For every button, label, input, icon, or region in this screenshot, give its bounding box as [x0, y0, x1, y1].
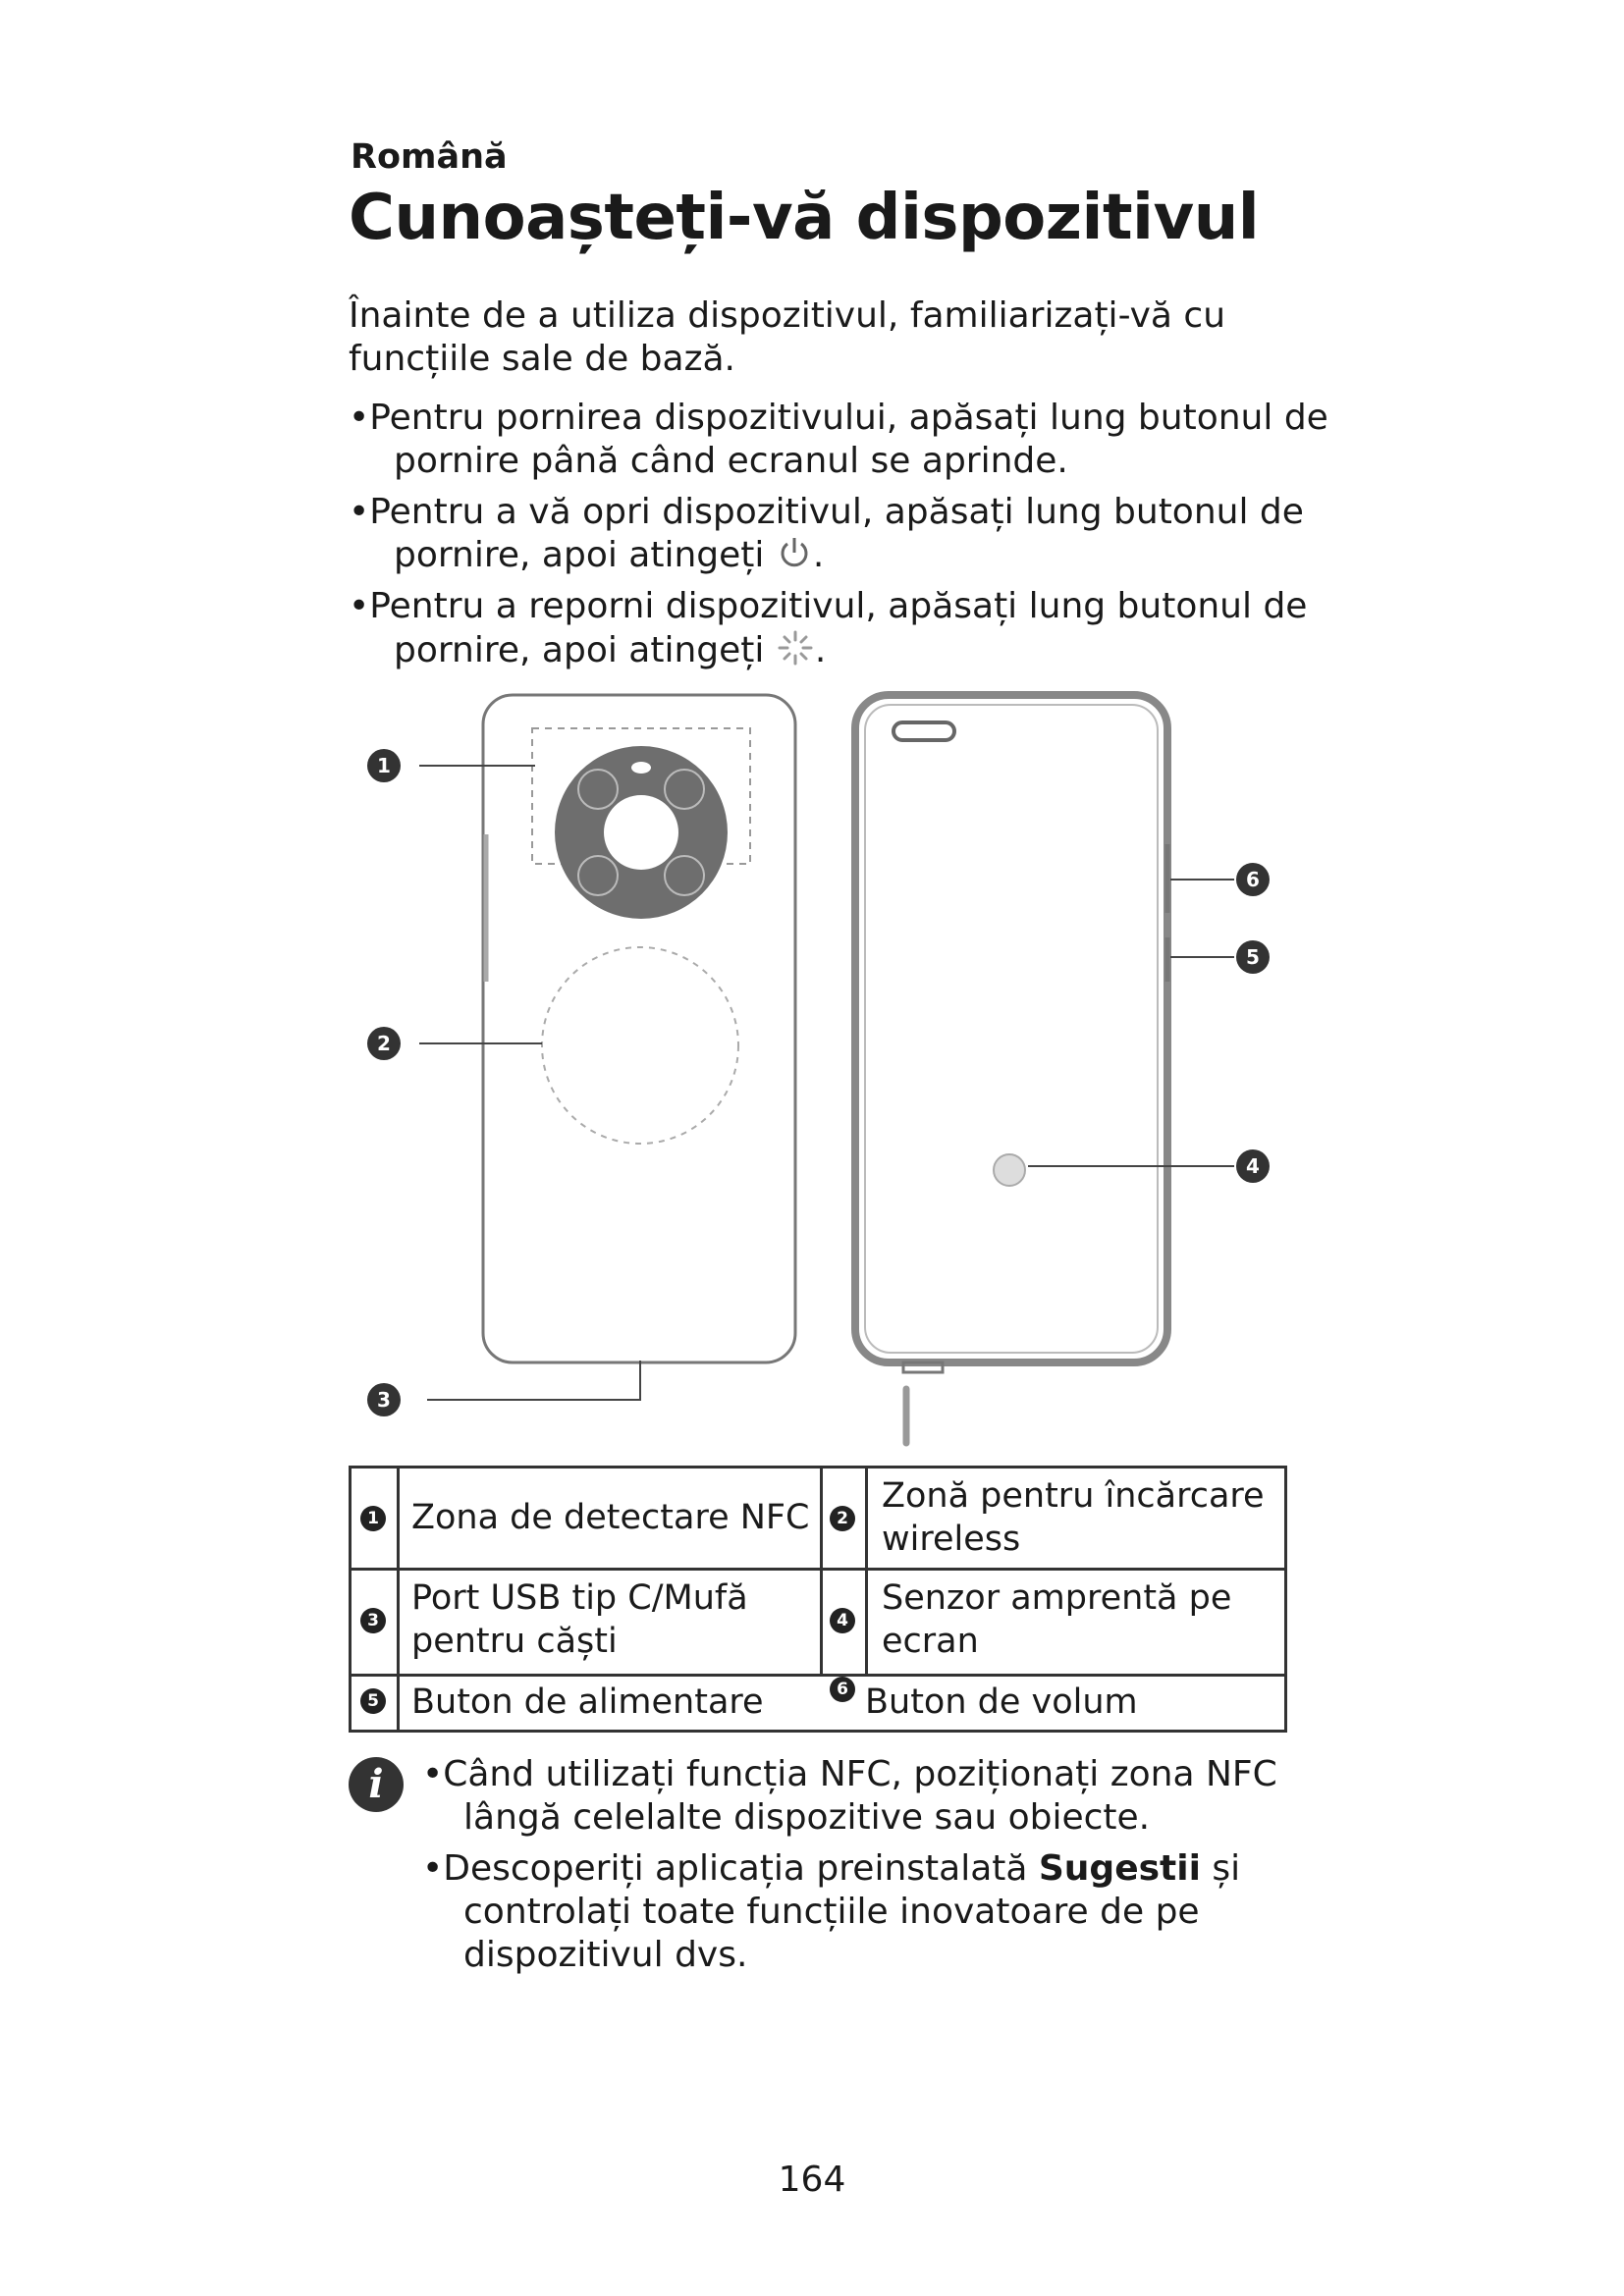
- legend-label-line: Port USB tip C/Mufă: [411, 1578, 748, 1618]
- svg-text:5: 5: [1246, 945, 1260, 969]
- callout-badge-1: [367, 749, 401, 782]
- bullet-text: pornire, apoi atingeți: [394, 630, 765, 670]
- page-title: Cunoașteți-vă dispozitivul: [349, 182, 1260, 254]
- info-icon: i: [349, 1757, 404, 1812]
- legend-label-line: Senzor amprentă pe: [882, 1578, 1232, 1618]
- table-divider: [397, 1468, 400, 1730]
- intro-paragraph: [349, 294, 1330, 381]
- note-text: lângă celelalte dispozitive sau obiecte.: [463, 1797, 1151, 1838]
- page-number: 164: [778, 2160, 846, 2200]
- table-divider: [865, 1468, 868, 1674]
- bullet-cont: [349, 534, 1330, 583]
- bullet-power-off: [349, 491, 1330, 583]
- legend-number: 5: [360, 1688, 386, 1714]
- bullet-text: •Pentru a reporni dispozitivul, apăsați lung butonul de: [349, 586, 1308, 626]
- device-illustration: [349, 687, 1291, 1453]
- bullet-restart: [349, 585, 1330, 678]
- suggestions-app-name: Sugestii: [1038, 1848, 1201, 1889]
- legend-label: Buton de alimentare: [411, 1682, 764, 1722]
- legend-label-line: pentru căști: [411, 1622, 618, 1661]
- svg-text:1: 1: [377, 754, 391, 777]
- camera-flash: [631, 762, 651, 774]
- legend-number: 3: [360, 1608, 386, 1633]
- svg-text:2: 2: [377, 1032, 391, 1055]
- legend-label: [882, 1474, 1265, 1561]
- callout-badge-6: [1236, 863, 1270, 896]
- note-text: controlați toate funcțiile inovatoare de pe: [463, 1892, 1200, 1932]
- legend-number: 6: [830, 1677, 855, 1702]
- callout-badge-5: [1236, 940, 1270, 974]
- legend-number: 4: [830, 1608, 855, 1633]
- table-divider: [352, 1568, 1284, 1571]
- callout-badge-2: [367, 1027, 401, 1060]
- usb-port-line: [427, 1361, 640, 1400]
- note-item-nfc: [422, 1753, 1306, 1840]
- note-text: dispozitivul dvs.: [463, 1935, 748, 1975]
- legend-table: [349, 1466, 1287, 1733]
- power-icon: [776, 535, 813, 583]
- bullet-text: pornire până când ecranul se aprinde.: [394, 441, 1068, 481]
- restart-icon: [776, 628, 815, 678]
- sim-tray: [903, 1362, 943, 1372]
- svg-text:4: 4: [1246, 1154, 1260, 1178]
- legend-label-line: ecran: [882, 1622, 979, 1661]
- legend-label: [882, 1576, 1231, 1663]
- table-divider: [820, 1468, 823, 1674]
- legend-number: 2: [830, 1506, 855, 1531]
- bullet-text: •Pentru pornirea dispozitivului, apăsați lung butonul de: [349, 398, 1328, 438]
- intro-line: Înainte de a utiliza dispozitivul, familiarizați-vă cu: [349, 295, 1226, 336]
- note-item-suggestions: [422, 1847, 1306, 1977]
- bullet-cont: [349, 628, 1330, 678]
- front-camera: [893, 722, 954, 740]
- language-label: Română: [351, 137, 508, 177]
- callout-badge-4: [1236, 1149, 1270, 1183]
- bullet-suffix: .: [814, 630, 827, 670]
- svg-text:6: 6: [1246, 868, 1260, 891]
- legend-label: Zona de detectare NFC: [411, 1498, 810, 1537]
- note-text-suffix: și: [1200, 1848, 1241, 1889]
- note-text: •Când utilizați funcția NFC, poziționați zona NFC: [422, 1754, 1277, 1794]
- camera-center: [604, 795, 678, 870]
- callout-badge-3: [367, 1383, 401, 1416]
- svg-text:3: 3: [377, 1388, 391, 1412]
- legend-label-line: wireless: [882, 1520, 1021, 1559]
- phone-front: [855, 695, 1167, 1362]
- legend-label: [411, 1576, 748, 1663]
- bullet-text: •Pentru a vă opri dispozitivul, apăsați lung butonul de: [349, 492, 1304, 532]
- legend-label-line: Zonă pentru încărcare: [882, 1476, 1265, 1516]
- legend-number: 1: [360, 1506, 386, 1531]
- bullet-text: pornire, apoi atingeți: [394, 535, 765, 575]
- intro-line: funcțiile sale de bază.: [349, 339, 735, 379]
- bullet-power-on: [349, 397, 1330, 483]
- note-text: [422, 1848, 1240, 1889]
- bullet-suffix: .: [812, 535, 825, 575]
- legend-label: Buton de volum: [865, 1682, 1138, 1722]
- fingerprint-sensor: [994, 1154, 1025, 1186]
- phone-front-screen: [865, 705, 1158, 1353]
- wireless-charging-zone: [542, 947, 738, 1144]
- note-text-prefix: •Descoperiți aplicația preinstalată: [422, 1848, 1039, 1889]
- table-divider: [352, 1674, 1284, 1677]
